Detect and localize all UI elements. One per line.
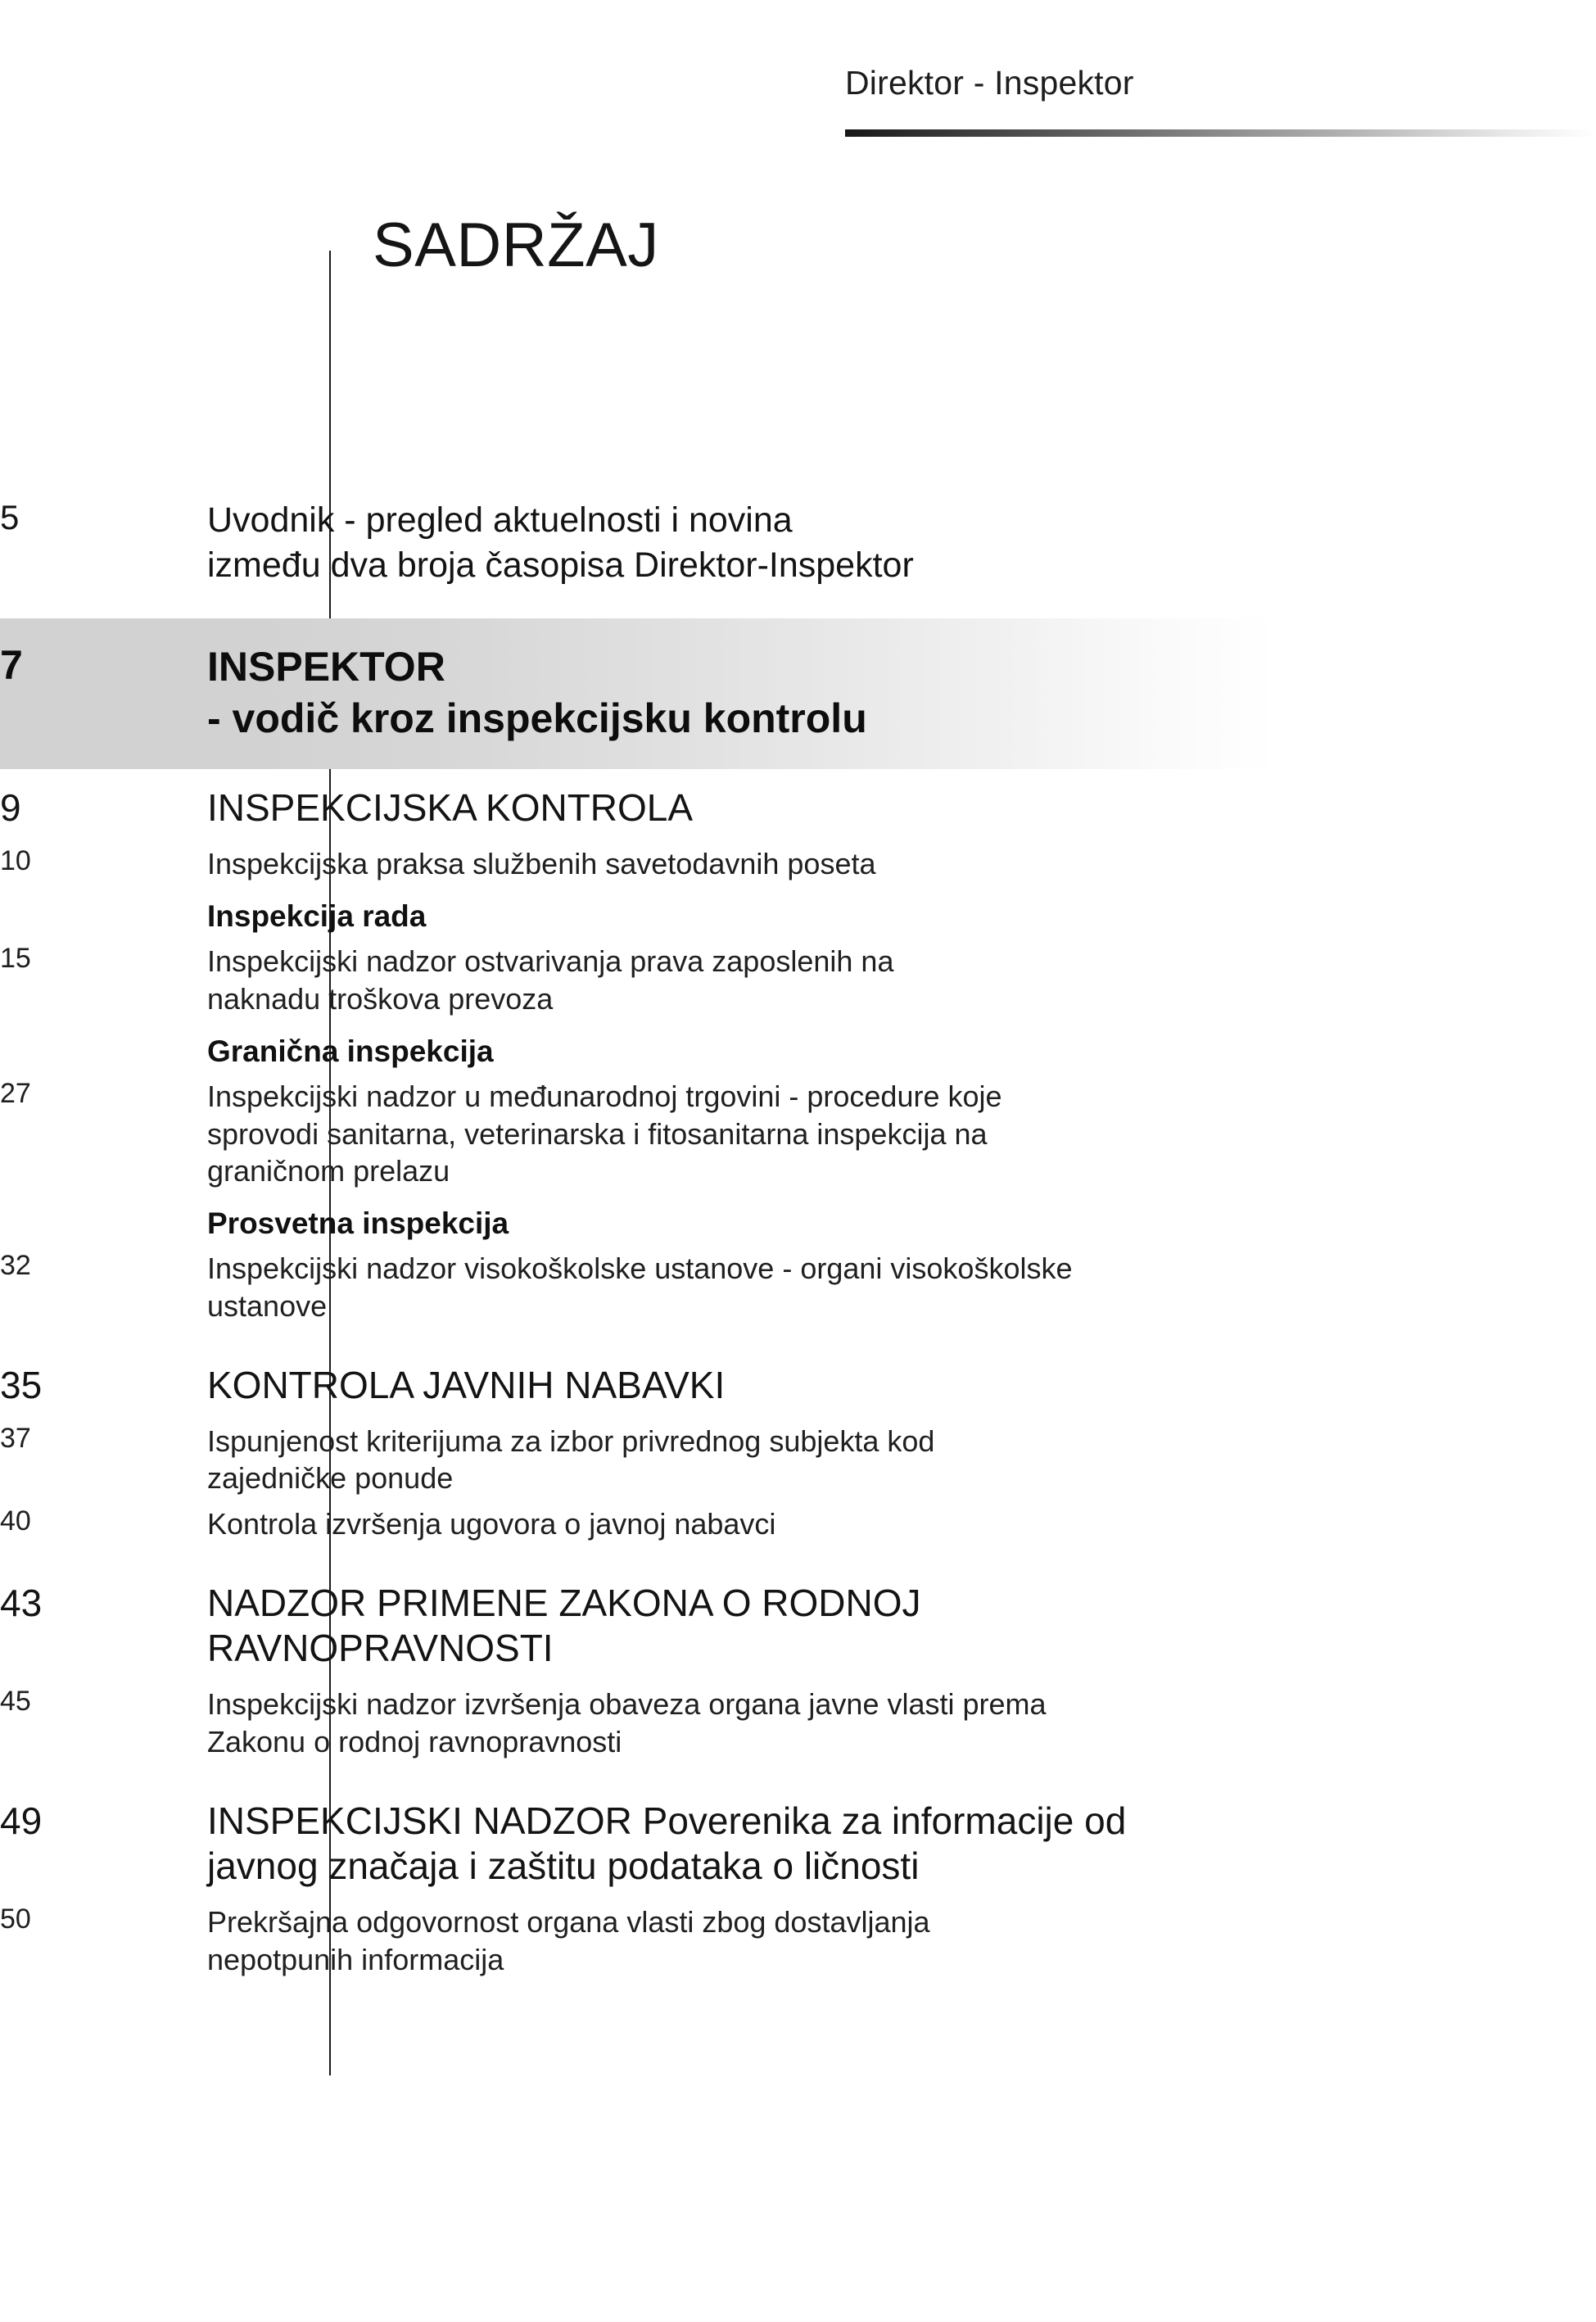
toc-row-entry[interactable]: [0, 943, 1596, 1017]
toc-row-entry[interactable]: [0, 1686, 1596, 1760]
spacer: [0, 1408, 1596, 1423]
toc-subheading-title: [164, 1033, 1596, 1070]
toc-page-number-value: 37: [0, 1422, 31, 1454]
toc-section-title: [164, 1799, 1596, 1889]
spacer: [0, 883, 1596, 898]
spacer: [0, 1325, 1596, 1363]
toc-section-title: [164, 1363, 1596, 1408]
spacer: [0, 1018, 1596, 1033]
header-gradient-rule: [845, 129, 1596, 137]
toc-section-title: [164, 785, 1596, 831]
toc-entry-line: sprovodi sanitarna, veterinarska i fitosanitarna inspekcija na: [207, 1116, 988, 1151]
toc-entry-line: KONTROLA JAVNIH NABAVKI: [207, 1363, 726, 1406]
toc-entry-title: [164, 943, 1596, 1017]
toc-row-entry[interactable]: [0, 1250, 1596, 1324]
toc-entry-line: Inspekcijski nadzor ostvarivanja prava zaposlenih na: [207, 944, 894, 979]
toc-entry-line: nepotpunih informacija: [207, 1942, 504, 1976]
toc-row-entry[interactable]: [0, 1423, 1596, 1497]
toc-row-entry[interactable]: [0, 845, 1596, 883]
toc-entry-line: Ispunjenost kriterijuma za izbor privrednog subjekta kod: [207, 1424, 935, 1458]
toc-row-entry[interactable]: [0, 1903, 1596, 1978]
toc-entry-line: između dva broja časopisa Direktor-Inspektor: [207, 545, 914, 585]
toc-page-number-value: 45: [0, 1686, 31, 1718]
toc-page-number-value: 15: [0, 943, 31, 975]
toc-subheading-title: [164, 898, 1596, 935]
toc-row-section[interactable]: [0, 1799, 1596, 1889]
toc-list: [0, 498, 1596, 1979]
toc-entry-line: Inspekcijski nadzor izvršenja obaveza organa javne vlasti prema: [207, 1687, 1047, 1722]
toc-row-lead[interactable]: [0, 498, 1596, 587]
toc-entry-title: [164, 1078, 1596, 1190]
toc-entry-line: RAVNOPRAVNOSTI: [207, 1627, 554, 1670]
spacer: [0, 1889, 1596, 1903]
toc-entry-line: naknadu troškova prevoza: [207, 981, 554, 1016]
toc-entry-title: [164, 1903, 1596, 1978]
spacer: [0, 831, 1596, 845]
toc-entry-title: [164, 641, 1596, 745]
toc-entry-line: javnog značaja i zaštitu podataka o ličnosti: [207, 1844, 920, 1887]
toc-page-number-value: 32: [0, 1250, 31, 1282]
page-title: SADRŽAJ: [373, 210, 659, 280]
toc-entry-title: [164, 845, 1596, 883]
toc-row-entry[interactable]: [0, 1078, 1596, 1190]
toc-row-section[interactable]: [0, 1581, 1596, 1671]
toc-entry-title: [164, 1250, 1596, 1324]
running-header: [0, 64, 1596, 154]
toc-entry-line: Inspekcijski nadzor u međunarodnoj trgovini - procedure koje: [207, 1079, 1002, 1113]
spacer: [0, 935, 1596, 943]
toc-page-number-value: 43: [0, 1581, 43, 1624]
toc-entry-line: graničnom prelazu: [207, 1154, 450, 1188]
spacer: [0, 1242, 1596, 1250]
spacer: [0, 1543, 1596, 1581]
toc-subheading-title: [164, 1205, 1596, 1242]
toc-entry-line: Inspekcijska praksa službenih savetodavnih poseta: [207, 847, 876, 881]
toc-entry-line: INSPEKCIJSKA KONTROLA: [207, 786, 694, 830]
toc-entry-line: Granična inspekcija: [207, 1034, 494, 1068]
toc-entry-line: Prosvetna inspekcija: [207, 1206, 509, 1240]
toc-entry-line: - vodič kroz inspekcijsku kontrolu: [207, 695, 867, 742]
spacer: [0, 1761, 1596, 1799]
toc-entry-title: [164, 1423, 1596, 1497]
toc-page-number-value: 7: [0, 642, 23, 689]
spacer: [0, 1070, 1596, 1078]
toc-row-subheading: [0, 1033, 1596, 1070]
toc-entry-line: Uvodnik - pregled aktuelnosti i novina: [207, 500, 793, 540]
toc-page-number-value: 40: [0, 1505, 31, 1537]
toc-page-number-value: 10: [0, 845, 31, 877]
spacer: [0, 1190, 1596, 1205]
toc-row-entry[interactable]: [0, 1505, 1596, 1543]
toc-entry-line: NADZOR PRIMENE ZAKONA O RODNOJ: [207, 1581, 921, 1624]
toc-entry-line: Inspekcija rada: [207, 899, 427, 934]
toc-entry-line: Inspekcijski nadzor visokoškolske ustanove - organi visokoškolske: [207, 1252, 1073, 1286]
running-header-title: Direktor - Inspektor: [845, 64, 1134, 102]
toc-entry-line: zajedničke ponude: [207, 1461, 454, 1496]
toc-page-number-value: 9: [0, 786, 21, 830]
toc-page-number-value: 27: [0, 1077, 31, 1109]
toc-entry-line: Kontrola izvršenja ugovora o javnoj nabavci: [207, 1507, 776, 1541]
toc-entry-line: INSPEKTOR: [207, 644, 445, 690]
toc-row-section[interactable]: [0, 1363, 1596, 1408]
toc-entry-line: ustanove: [207, 1288, 328, 1323]
toc-entry-title: [164, 498, 1596, 587]
toc-row-featured[interactable]: [0, 618, 1596, 769]
toc-page-number-value: 50: [0, 1903, 31, 1935]
toc-entry-title: [164, 1686, 1596, 1760]
toc-page-number-value: 35: [0, 1363, 43, 1406]
spacer: [0, 1497, 1596, 1505]
toc-row-subheading: [0, 898, 1596, 935]
toc-entry-line: Prekršajna odgovornost organa vlasti zbog dostavljanja: [207, 1905, 930, 1940]
toc-entry-line: Zakonu o rodnoj ravnopravnosti: [207, 1724, 622, 1758]
toc-entry-line: INSPEKCIJSKI NADZOR Poverenika za informacije od: [207, 1799, 1127, 1842]
toc-section-title: [164, 1581, 1596, 1671]
toc-row-subheading: [0, 1205, 1596, 1242]
toc-page-number-value: 5: [0, 498, 20, 536]
spacer: [0, 1671, 1596, 1686]
toc-page-number-value: 49: [0, 1799, 43, 1842]
toc-row-section[interactable]: [0, 785, 1596, 831]
toc-entry-title: [164, 1505, 1596, 1543]
